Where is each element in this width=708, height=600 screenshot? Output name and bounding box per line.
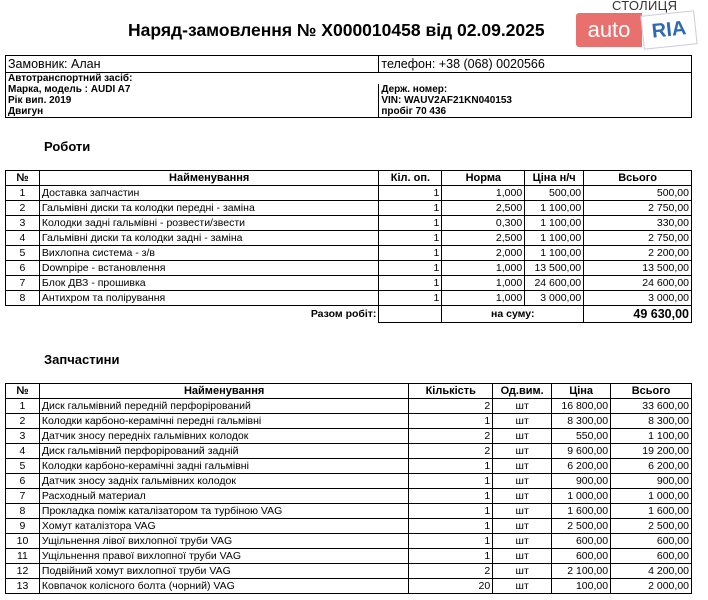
works-table-cell: 3 000,00 xyxy=(584,291,692,306)
parts-table-cell: 20 xyxy=(409,579,493,594)
works-header-row xyxy=(6,171,692,186)
parts-table-cell: 7 xyxy=(6,489,40,504)
parts-table-cell: 11 xyxy=(6,549,40,564)
parts-col-qty: Кількість xyxy=(409,384,493,399)
parts-table-cell: шт xyxy=(493,444,552,459)
works-table-row xyxy=(6,291,692,306)
works-total-row xyxy=(6,306,692,323)
parts-table-cell: 1 xyxy=(409,414,493,429)
works-table-cell: 500,00 xyxy=(525,186,584,201)
works-table-cell: 330,00 xyxy=(584,216,692,231)
parts-table-cell: шт xyxy=(493,399,552,414)
parts-table-cell: 8 xyxy=(6,504,40,519)
vehicle-plate: Держ. номер: xyxy=(379,84,692,95)
parts-table-row xyxy=(6,414,692,429)
parts-table-cell: 1 xyxy=(409,459,493,474)
logo-ria-text: RIA xyxy=(640,10,697,49)
parts-table-cell: Хомут каталізтора VAG xyxy=(39,519,408,534)
parts-table-cell: шт xyxy=(493,504,552,519)
works-table-cell: 1 100,00 xyxy=(525,246,584,261)
parts-table-cell: 900,00 xyxy=(611,474,692,489)
works-col-rate: Ціна н/ч xyxy=(525,171,584,186)
works-total-value: 49 630,00 xyxy=(584,306,692,323)
parts-table-row xyxy=(6,534,692,549)
works-table-row xyxy=(6,201,692,216)
works-table-cell: Антихром та полірування xyxy=(39,291,379,306)
logo-city-text: СТОЛИЦЯ xyxy=(612,0,678,13)
works-table-cell: 6 xyxy=(6,261,40,276)
parts-table-cell: 600,00 xyxy=(552,549,611,564)
parts-table-row xyxy=(6,519,692,534)
works-table-cell: Downpipe - встановлення xyxy=(39,261,379,276)
logo-auto-text: auto xyxy=(576,13,642,47)
parts-table-cell: 1 000,00 xyxy=(611,489,692,504)
parts-table-cell: 5 xyxy=(6,459,40,474)
parts-table-cell: 4 200,00 xyxy=(611,564,692,579)
parts-table-cell: 1 100,00 xyxy=(611,429,692,444)
works-table-cell: 1 100,00 xyxy=(525,216,584,231)
works-table-cell: 2,500 xyxy=(442,201,525,216)
vehicle-vin: VIN: WAUV2AF21KN040153 xyxy=(379,95,692,106)
parts-table-cell: Ковпачок колісного болта (чорний) VAG xyxy=(39,579,408,594)
works-table-cell: 13 500,00 xyxy=(584,261,692,276)
works-table-cell: 3 xyxy=(6,216,40,231)
parts-table-cell: шт xyxy=(493,534,552,549)
parts-table-cell: 100,00 xyxy=(552,579,611,594)
parts-table-cell: 2 500,00 xyxy=(611,519,692,534)
works-table-cell: 1,000 xyxy=(442,261,525,276)
parts-table-cell: шт xyxy=(493,414,552,429)
parts-table-row xyxy=(6,459,692,474)
parts-table-cell: 6 200,00 xyxy=(611,459,692,474)
parts-table-cell: 6 xyxy=(6,474,40,489)
works-table-row xyxy=(6,231,692,246)
parts-table-cell: 2 100,00 xyxy=(552,564,611,579)
parts-table-cell: 2 xyxy=(409,399,493,414)
works-table-cell: 7 xyxy=(6,276,40,291)
customer-info-table xyxy=(5,55,692,118)
works-table-cell: 1 100,00 xyxy=(525,231,584,246)
parts-table-cell: 2 xyxy=(6,414,40,429)
customer-phone: телефон: +38 (068) 0020566 xyxy=(379,56,692,73)
parts-table-row xyxy=(6,504,692,519)
parts-table-cell: 1 xyxy=(409,504,493,519)
parts-col-price: Ціна xyxy=(552,384,611,399)
works-table-cell: 8 xyxy=(6,291,40,306)
parts-table-row xyxy=(6,549,692,564)
works-table-cell: Доставка запчастин xyxy=(39,186,379,201)
parts-table-cell: Диск гальмівний перфорірований задній xyxy=(39,444,408,459)
works-table-cell: 2,000 xyxy=(442,246,525,261)
parts-table-cell: Датчик зносу задніх гальмівних колодок xyxy=(39,474,408,489)
parts-table-cell: шт xyxy=(493,564,552,579)
vehicle-model: Марка, модель : AUDI A7 xyxy=(6,84,379,95)
works-col-name: Найменування xyxy=(39,171,379,186)
parts-header-row xyxy=(6,384,692,399)
works-table-cell: 2 750,00 xyxy=(584,231,692,246)
works-table-row xyxy=(6,186,692,201)
works-table-cell: Вихлопна система - з/в xyxy=(39,246,379,261)
works-table-cell: 1 xyxy=(379,186,442,201)
parts-table-cell: шт xyxy=(493,429,552,444)
works-table-cell: 1 xyxy=(379,276,442,291)
works-table-row xyxy=(6,276,692,291)
parts-table-row xyxy=(6,489,692,504)
parts-table-cell: 19 200,00 xyxy=(611,444,692,459)
parts-table-cell: 1 600,00 xyxy=(611,504,692,519)
works-table-cell: Гальмівні диски та колодки передні - заміна xyxy=(39,201,379,216)
parts-section-title: Запчастини xyxy=(44,352,120,367)
parts-table-cell: 9 xyxy=(6,519,40,534)
parts-table-cell: шт xyxy=(493,459,552,474)
vehicle-mileage: пробіг 70 436 xyxy=(379,106,692,118)
works-table-cell: 1 xyxy=(6,186,40,201)
works-table-row xyxy=(6,216,692,231)
parts-table-cell: 1 600,00 xyxy=(552,504,611,519)
parts-table-cell: шт xyxy=(493,549,552,564)
vehicle-year: Рік вип. 2019 xyxy=(6,95,379,106)
parts-table-cell: 4 xyxy=(6,444,40,459)
parts-table-cell: 10 xyxy=(6,534,40,549)
parts-table-cell: Расходный материал xyxy=(39,489,408,504)
works-table-cell: Гальмівні диски та колодки задні - заміна xyxy=(39,231,379,246)
works-table-cell: 2 xyxy=(6,201,40,216)
works-table-cell: Колодки задні гальмівні - розвести/звести xyxy=(39,216,379,231)
parts-table-cell: 2 000,00 xyxy=(611,579,692,594)
parts-table-cell: 1 xyxy=(6,399,40,414)
works-table-row xyxy=(6,261,692,276)
works-section-title: Роботи xyxy=(44,139,91,154)
works-col-qty: Кіл. оп. xyxy=(379,171,442,186)
parts-table-cell: шт xyxy=(493,579,552,594)
works-table-cell: 24 600,00 xyxy=(525,276,584,291)
works-table-cell: 1,000 xyxy=(442,276,525,291)
works-table-cell: 1 xyxy=(379,201,442,216)
works-table-cell: 1,000 xyxy=(442,291,525,306)
works-table-row xyxy=(6,246,692,261)
parts-table-cell: Колодки карбоно-керамічні передні гальмівні xyxy=(39,414,408,429)
works-table-cell: 13 500,00 xyxy=(525,261,584,276)
parts-table-cell: Колодки карбоно-керамічні задні гальмівні xyxy=(39,459,408,474)
works-col-total: Всього xyxy=(584,171,692,186)
parts-table-cell: 8 300,00 xyxy=(552,414,611,429)
parts-table-cell: 8 300,00 xyxy=(611,414,692,429)
parts-col-total: Всього xyxy=(611,384,692,399)
parts-table-cell: шт xyxy=(493,519,552,534)
parts-table-cell: 600,00 xyxy=(611,549,692,564)
parts-table-cell: 1 xyxy=(409,474,493,489)
works-col-norm: Норма xyxy=(442,171,525,186)
parts-table-cell: 1 xyxy=(409,549,493,564)
works-total-label: Разом робіт: xyxy=(310,308,377,321)
parts-table-cell: 2 xyxy=(409,564,493,579)
works-table-cell: 1 xyxy=(379,231,442,246)
works-table-cell: 3 000,00 xyxy=(525,291,584,306)
parts-table-cell: 900,00 xyxy=(552,474,611,489)
parts-table-row xyxy=(6,429,692,444)
parts-table-cell: 16 800,00 xyxy=(552,399,611,414)
parts-table-row xyxy=(6,474,692,489)
parts-table-cell: 33 600,00 xyxy=(611,399,692,414)
works-table-cell: Блок ДВЗ - прошивка xyxy=(39,276,379,291)
works-table-cell: 2,500 xyxy=(442,231,525,246)
works-table-cell: 24 600,00 xyxy=(584,276,692,291)
works-sum-label: на суму: xyxy=(442,306,584,323)
works-table-cell: 2 750,00 xyxy=(584,201,692,216)
parts-table-cell: 550,00 xyxy=(552,429,611,444)
works-table-cell: 1 xyxy=(379,246,442,261)
works-table xyxy=(5,170,692,323)
parts-table-cell: 2 xyxy=(409,429,493,444)
parts-table-row xyxy=(6,564,692,579)
parts-table-cell: 2 xyxy=(409,444,493,459)
parts-table-cell: 2 500,00 xyxy=(552,519,611,534)
parts-table-row xyxy=(6,399,692,414)
parts-table-row xyxy=(6,444,692,459)
parts-col-unit: Од.вим. xyxy=(493,384,552,399)
parts-table-cell: 600,00 xyxy=(552,534,611,549)
works-table-cell: 1 100,00 xyxy=(525,201,584,216)
parts-table-cell: 13 xyxy=(6,579,40,594)
works-table-cell: 1 xyxy=(379,216,442,231)
parts-table-cell: Диск гальмівний передній перфорірований xyxy=(39,399,408,414)
parts-col-num: № xyxy=(6,384,40,399)
parts-table-cell: Подвійний хомут вихлопної труби VAG xyxy=(39,564,408,579)
parts-table-cell: шт xyxy=(493,474,552,489)
parts-table-cell: Ущільнення правої вихлопної труби VAG xyxy=(39,549,408,564)
parts-table-cell: 6 200,00 xyxy=(552,459,611,474)
customer-name: Замовник: Алан xyxy=(6,56,379,73)
parts-table-cell: 9 600,00 xyxy=(552,444,611,459)
works-col-num: № xyxy=(6,171,40,186)
works-table-cell: 4 xyxy=(6,231,40,246)
parts-table-cell: 1 xyxy=(409,534,493,549)
parts-table-cell: 1 xyxy=(409,519,493,534)
parts-table-cell: 3 xyxy=(6,429,40,444)
parts-table-cell: 1 xyxy=(409,489,493,504)
works-table-cell: 2 200,00 xyxy=(584,246,692,261)
parts-table-row xyxy=(6,579,692,594)
parts-table-cell: 1 000,00 xyxy=(552,489,611,504)
works-table-cell: 1 xyxy=(379,291,442,306)
parts-table-cell: 12 xyxy=(6,564,40,579)
works-table-cell: 1 xyxy=(379,261,442,276)
parts-table-cell: Ущільнення лівої вихлопної труби VAG xyxy=(39,534,408,549)
works-table-cell: 5 xyxy=(6,246,40,261)
works-table-cell: 0,300 xyxy=(442,216,525,231)
works-table-cell: 1,000 xyxy=(442,186,525,201)
parts-table-cell: Прокладка поміж каталізатором та турбіною VAG xyxy=(39,504,408,519)
parts-table-cell: шт xyxy=(493,489,552,504)
parts-table xyxy=(5,383,692,594)
vehicle-label: Автотранспортний засіб: xyxy=(6,73,692,85)
vehicle-engine: Двигун xyxy=(6,106,379,118)
parts-table-cell: Датчик зносу передніх гальмівних колодок xyxy=(39,429,408,444)
works-table-cell: 500,00 xyxy=(584,186,692,201)
order-title: Наряд-замовлення № Х000010458 від 02.09.2025 xyxy=(128,20,545,40)
parts-table-cell: 600,00 xyxy=(611,534,692,549)
parts-col-name: Найменування xyxy=(39,384,408,399)
